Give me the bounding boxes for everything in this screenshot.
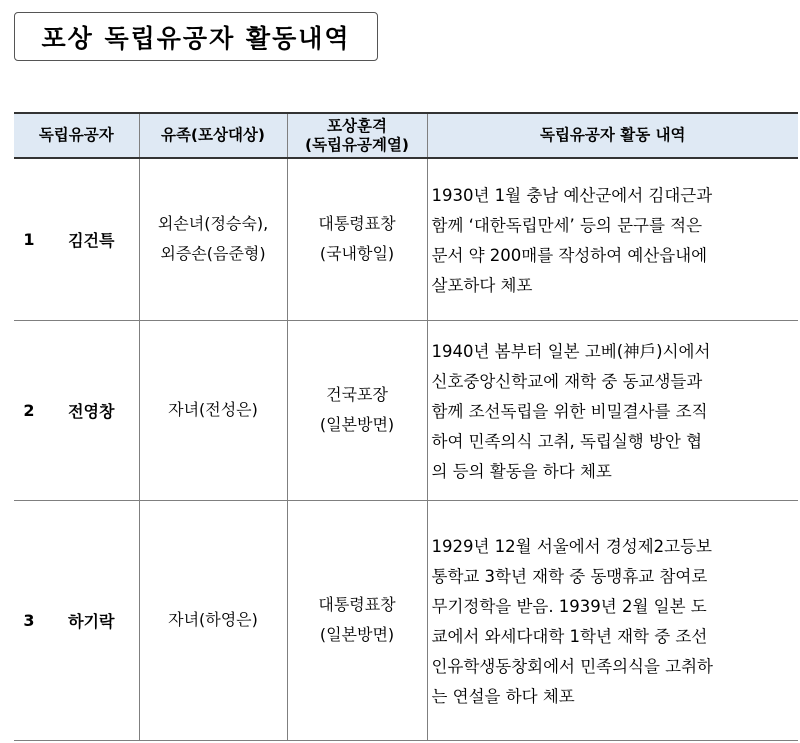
activity-line: 쿄에서 와세다대학 1학년 재학 중 조선 bbox=[431, 627, 708, 646]
award-name: 건국포장 bbox=[326, 385, 388, 404]
activity-cell bbox=[427, 500, 798, 740]
patriot-name: 전영창 bbox=[44, 320, 139, 500]
activity-cell bbox=[427, 158, 798, 320]
family-line: 자녀(전성은) bbox=[168, 400, 258, 419]
header-award bbox=[287, 113, 427, 158]
table-row bbox=[14, 158, 798, 320]
activity-line: 살포하다 체포 bbox=[431, 276, 533, 296]
header-award-line1: 포상훈격 bbox=[327, 116, 387, 135]
header-activity: 독립유공자 활동 내역 bbox=[427, 113, 798, 158]
award-category: (국내항일) bbox=[319, 244, 395, 264]
award-name: 대통령표창 bbox=[318, 214, 396, 234]
activity-line: 1940년 봄부터 일본 고베(神戶)시에서 bbox=[431, 342, 711, 361]
family-line: 외증손(음준형) bbox=[160, 244, 266, 264]
activity-line: 1929년 12월 서울에서 경성제2고등보 bbox=[431, 537, 712, 556]
award-cell bbox=[287, 320, 427, 500]
activity-line: 인유학생동창회에서 민족의식을 고취하 bbox=[431, 657, 713, 676]
header-family: 유족(포상대상) bbox=[139, 113, 287, 158]
activity-line: 문서 약 200매를 작성하여 예산읍내에 bbox=[431, 246, 708, 266]
family-cell bbox=[139, 500, 287, 740]
activity-line: 무기정학을 받음. 1939년 2월 일본 도 bbox=[431, 597, 707, 616]
activity-line: 1930년 1월 충남 예산군에서 김대근과 bbox=[431, 186, 713, 206]
table-row bbox=[14, 500, 798, 740]
table-row bbox=[14, 320, 798, 500]
family-line: 자녀(하영은) bbox=[168, 610, 258, 629]
row-number: 2 bbox=[14, 320, 44, 500]
award-category: (일본방면) bbox=[319, 625, 395, 644]
activity-line: 통학교 3학년 재학 중 동맹휴교 참여로 bbox=[431, 567, 708, 586]
activity-line: 함께 조선독립을 위한 비밀결사를 조직 bbox=[431, 402, 708, 421]
header-patriot: 독립유공자 bbox=[14, 113, 139, 158]
patriot-activity-table bbox=[14, 112, 798, 741]
award-category: (일본방면) bbox=[319, 415, 395, 434]
page-title: 포상 독립유공자 활동내역 bbox=[14, 12, 378, 61]
patriot-name: 김건특 bbox=[44, 158, 139, 320]
family-cell bbox=[139, 320, 287, 500]
patriot-name: 하기락 bbox=[44, 500, 139, 740]
activity-cell bbox=[427, 320, 798, 500]
table-header-row bbox=[14, 113, 798, 158]
activity-line: 신호중앙신학교에 재학 중 동교생들과 bbox=[431, 372, 703, 391]
row-number: 1 bbox=[14, 158, 44, 320]
header-award-line2: (독립유공계열) bbox=[304, 135, 409, 154]
award-cell bbox=[287, 158, 427, 320]
activity-line: 하여 민족의식 고취, 독립실행 방안 협 bbox=[431, 432, 703, 451]
family-cell bbox=[139, 158, 287, 320]
activity-line: 의 등의 활동을 하다 체포 bbox=[431, 462, 612, 481]
activity-line: 함께 ‘대한독립만세’ 등의 문구를 적은 bbox=[431, 216, 703, 236]
award-name: 대통령표창 bbox=[318, 595, 396, 614]
activity-line: 는 연설을 하다 체포 bbox=[431, 687, 575, 706]
family-line: 외손녀(정승숙), bbox=[157, 214, 269, 234]
award-cell bbox=[287, 500, 427, 740]
row-number: 3 bbox=[14, 500, 44, 740]
